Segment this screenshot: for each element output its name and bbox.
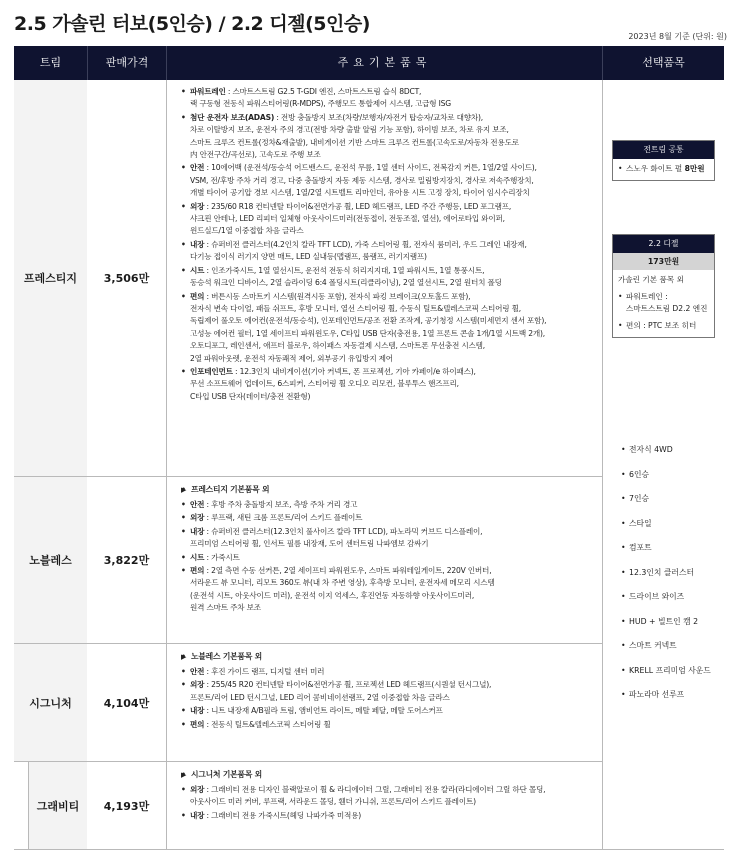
feature-detail: : 스마트스트림 G2.5 T-GDI 엔진, 스마트스트림 습식 8DCT, 랙 구동형 전동식 파워스티어링(R-MDPS), 주행모드 통합제어 시스템, 고급형 ISG <box>190 87 451 109</box>
feature-category: 내장 <box>190 239 205 249</box>
date-note: 2023년 8월 기준 (단위: 원) <box>628 32 727 41</box>
feature-section <box>181 201 594 238</box>
feature-category: 편의 <box>190 719 205 729</box>
option-item: • 6인승 <box>621 469 711 494</box>
trim-price: 4,193만 <box>87 762 166 850</box>
feature-section <box>181 239 594 264</box>
trim-price: 3,822만 <box>87 477 166 644</box>
option-line <box>618 274 709 286</box>
trim-features <box>166 477 602 644</box>
feature-detail: : 2열 측면 수동 선커튼, 2열 세이프티 파워윈도우, 스마트 파워테일게이트, 220V 인버터, 서라운드 뷰 모니터, 리모트 360도 뷰(내 차 주변 영상), 후측방 모니터, 운전자세 메모리 시스템 (운전석 시트, 아웃사이드 미러), 운전석 이지 억세스, 후진연동 자동하향 아웃사이드미러, 원격 스마트 주차 보조 <box>190 566 495 613</box>
feature-detail: : 루프랙, 새틴 크롬 프론트/리어 스키드 플레이트 <box>204 513 363 523</box>
trim-indent <box>14 762 28 850</box>
feature-section <box>181 810 594 822</box>
base-features-text: 시그니처 기본품목 외 <box>191 770 263 779</box>
option-box-body <box>613 270 714 337</box>
feature-detail: : 후진 가이드 램프, 디지털 센터 미러 <box>204 667 325 676</box>
feature-category: 안전 <box>190 500 205 509</box>
feature-detail: : 가죽시트 <box>204 552 240 562</box>
base-features-text: 프레스티지 기본품목 외 <box>191 485 270 494</box>
feature-section <box>181 112 594 162</box>
option-line <box>618 320 709 332</box>
feature-category: 안전 <box>190 163 205 173</box>
header-options: 선택품목 <box>602 46 724 80</box>
feature-category: 파워트레인 <box>190 87 226 96</box>
trim-name: 시그니처 <box>14 644 87 762</box>
feature-section <box>181 719 594 731</box>
feature-detail: : 그래비티 전용 디자인 블랙알로이 휠 & 라디에이터 그릴, 그래비티 전용 칼라(라디에이터 그릴 하단 몰딩, 아웃사이드 미러 커버, 루프랙, 서라운드 몰딩, 휀더 가니쉬, 프론트/리어 스키드 플레이트) <box>190 785 546 807</box>
option-line <box>618 163 709 175</box>
feature-category: 시트 <box>190 552 205 562</box>
feature-section <box>181 679 594 704</box>
feature-category: 편의 <box>190 291 205 301</box>
option-item: • 드라이브 와이즈 <box>621 591 711 616</box>
feature-section <box>181 499 594 511</box>
feature-detail: : 니트 내장재 A/B필라 트림, 앰비언트 라이트, 메탈 페달, 메탈 도어스커프 <box>204 706 443 716</box>
option-item: • 파노라마 선루프 <box>621 689 711 714</box>
feature-detail: : 후방 주차 충돌방지 보조, 측방 주차 거리 경고 <box>204 500 358 509</box>
feature-detail: : 인조가죽시트, 1열 열선시트, 운전석 전동식 허리지지대, 1열 파워시트, 1열 통풍시트, 동승석 워크인 디바이스, 2열 슬라이딩 6:4 폴딩시트(리클라이닝), 2열 열선시트, 2열 원터치 폴딩 <box>190 265 502 288</box>
feature-category: 외장 <box>190 680 205 690</box>
feature-category: 내장 <box>190 810 205 820</box>
feature-category: 시트 <box>190 265 205 275</box>
option-item: • KRELL 프리미엄 사운드 <box>621 665 711 690</box>
base-features-note <box>181 483 594 497</box>
feature-category: 첨단 운전자 보조(ADAS) <box>190 112 275 122</box>
trim-features <box>166 80 602 477</box>
trim-name: 노블레스 <box>14 477 87 644</box>
trim-price: 3,506만 <box>87 80 166 477</box>
triangle-icon: ▶ <box>181 653 187 661</box>
feature-detail: : 12.3인치 내비게이션(기아 커넥트, 폰 프로젝션, 기아 카페이/e 하이패스), 무선 소프트웨어 업데이트, 6스피커, 스티어링 휠 오디오 리모컨, 블루투스 핸즈프리, C타입 USB 단자(데이터/충전 전환형) <box>190 366 476 401</box>
option-item: • HUD + 빌트인 캠 2 <box>621 616 711 641</box>
table-header <box>14 46 724 80</box>
trim-features <box>166 762 602 850</box>
feature-detail: : 그래비티 전용 가죽시트(헤딩 나파가죽 미적용) <box>204 810 362 820</box>
option-list <box>621 444 711 714</box>
feature-detail: : 235/60 R18 컨티넨탈 타이어&전면가공 휠, LED 헤드램프, LED 주간 주행등, LED 포그램프, 샤크핀 안테나, LED 리피터 일체형 아웃사이드미러(전동접이, 전동조절, 열선), 에어로타입 와이퍼, 윈드실드/1열 이중접합 차음 글라스 <box>190 201 512 236</box>
option-box-body <box>613 159 714 180</box>
feature-category: 내장 <box>190 706 205 716</box>
option-item: • 스마트 커넥트 <box>621 640 711 665</box>
base-features-note <box>181 768 594 782</box>
triangle-icon: ▶ <box>181 486 187 494</box>
feature-section <box>181 552 594 564</box>
page-title: 2.5 가솔린 터보(5인승) / 2.2 디젤(5인승) <box>14 13 370 35</box>
base-features-text: 노블레스 기본품목 외 <box>191 652 263 661</box>
option-item: • 12.3인치 클러스터 <box>621 567 711 592</box>
option-line-text: 가솔린 기본 품목 외 <box>618 275 684 284</box>
option-box-title: 전트림 공통 <box>613 141 714 159</box>
header-price: 판매가격 <box>87 46 166 80</box>
feature-section <box>181 512 594 524</box>
feature-detail: : 255/45 R20 컨티넨탈 타이어&전면가공 휠, 프로젝션 LED 헤드램프(시퀀셜 턴시그널), 프론트/리어 LED 턴시그널, LED 리어 콤비네이션램프, 2열 이중접합 차음 글라스 <box>190 680 492 702</box>
option-price-highlight: 8만원 <box>684 164 705 173</box>
option-box-title: 2.2 디젤 <box>613 235 714 253</box>
feature-category: 내장 <box>190 526 205 536</box>
feature-category: 안전 <box>190 667 205 676</box>
feature-detail: : 전방 충돌방지 보조(차량/보행자/자전거 탑승자/교차로 대향차), 차로 이탈방지 보조, 운전자 주의 경고(전방 차량 출발 알림 기능 포함), 하이빔 보조, 차로 유지 보조, 스마트 크루즈 컨트롤(정차&재출발), 내비게이션 기반 스마트 크루즈 컨트롤(고속도로/자동차 전용도로 内 안전구간/곡선로), 고속도로 주행 보조 <box>190 112 519 160</box>
feature-detail: : 슈퍼비전 클러스터(12.3인치 풀사이즈 칼라 TFT LCD), 파노라믹 커브드 디스플레이, 프리미엄 스티어링 휠, 인서트 필름 내장재, 도어 센터트림 나파엠보 감싸기 <box>190 526 483 549</box>
option-line-text: 스노우 화이트 펄 <box>626 164 685 173</box>
feature-category: 외장 <box>190 785 205 794</box>
feature-category: 인포테인먼트 <box>190 366 233 376</box>
trim-features <box>166 644 602 762</box>
feature-section <box>181 784 594 809</box>
header-trim: 트림 <box>39 56 62 69</box>
feature-detail: : 전동식 틸트&텔레스코픽 스티어링 휠 <box>204 719 331 729</box>
base-features-note <box>181 650 594 664</box>
feature-section <box>181 291 594 365</box>
option-item: • 스타일 <box>621 518 711 543</box>
feature-detail: : 버튼시동 스마트키 시스템(원격시동 포함), 전자식 파킹 브레이크(오토홀드 포함), 전자식 변속 다이얼, 패들 쉬프트, 후방 모니터, 열선 스티어링 휠, 수동식 틸트&텔레스코픽 스티어링 휠, 독립제어 풀오토 에어컨(운전석/동승석), 인포테인먼트/공조 전환 조작계, 공기청정 시스템(미세먼지 센서 포함), 고성능 에어컨 필터, 1열 세이프티 파워윈도우, C타입 USB 단자(충전용, 1열 프론트 콘솔 1개/1열 시트백 2개), 오토디포그, 레인센서, 애프터 블로우, 하이패스 자동결제 시스템, 스마트폰 무선충전 시스템, 2열 파워아웃렛, 운전석 자동쾌적 제어, 외부공기 유입방지 제어 <box>190 291 547 363</box>
option-box <box>612 140 715 181</box>
option-line <box>618 291 709 315</box>
feature-detail: : 슈퍼비전 클러스터(4.2인치 칼라 TFT LCD), 가죽 스티어링 휠, 전자식 룸미러, 우드 그레인 내장재, 다기능 접이식 러기지 양면 매트, LED 실내등(맵램프, 룸램프, 러기지램프) <box>190 239 527 262</box>
feature-category: 외장 <box>190 201 205 211</box>
trim-price: 4,104만 <box>87 644 166 762</box>
spec-table <box>14 46 724 850</box>
trim-name: 그래비티 <box>28 762 87 850</box>
header-main-features: 주요기본품목 <box>166 46 602 80</box>
feature-section <box>181 265 594 290</box>
feature-detail: : 10에어백 (운전석/동승석 어드밴스드, 운전석 무릎, 1열 센터 사이드, 전복감지 커튼, 1열/2열 사이드), VSM, 전/후방 주차 거리 경고, 다중 충돌방지 자동 제동 시스템, 경사로 밀림방지장치, 경사로 저속주행장치, 개별 타이어 공기압 경보 시스템, 1열/2열 시트벨트 리마인더, 유아용 시트 고정 장치, 타이어 임시수리장치 <box>190 163 537 198</box>
feature-section <box>181 565 594 615</box>
option-box-price: 173만원 <box>613 253 714 270</box>
option-box <box>612 234 715 338</box>
option-item: • 7인승 <box>621 493 711 518</box>
feature-section <box>181 86 594 111</box>
feature-section <box>181 705 594 717</box>
options-column <box>602 80 724 850</box>
trim-name: 프레스티지 <box>14 80 87 477</box>
feature-section <box>181 526 594 551</box>
triangle-icon: ▶ <box>181 771 187 779</box>
option-line-text: 파워트레인 : 스마트스트림 D2.2 엔진 <box>626 292 708 313</box>
option-line-text: 편의 : PTC 보조 히터 <box>626 321 697 330</box>
feature-category: 편의 <box>190 566 205 576</box>
feature-category: 외장 <box>190 513 205 523</box>
feature-section <box>181 366 594 403</box>
feature-section <box>181 162 594 199</box>
option-item: • 전자식 4WD <box>621 444 711 469</box>
option-item: • 컴포트 <box>621 542 711 567</box>
feature-section <box>181 666 594 678</box>
